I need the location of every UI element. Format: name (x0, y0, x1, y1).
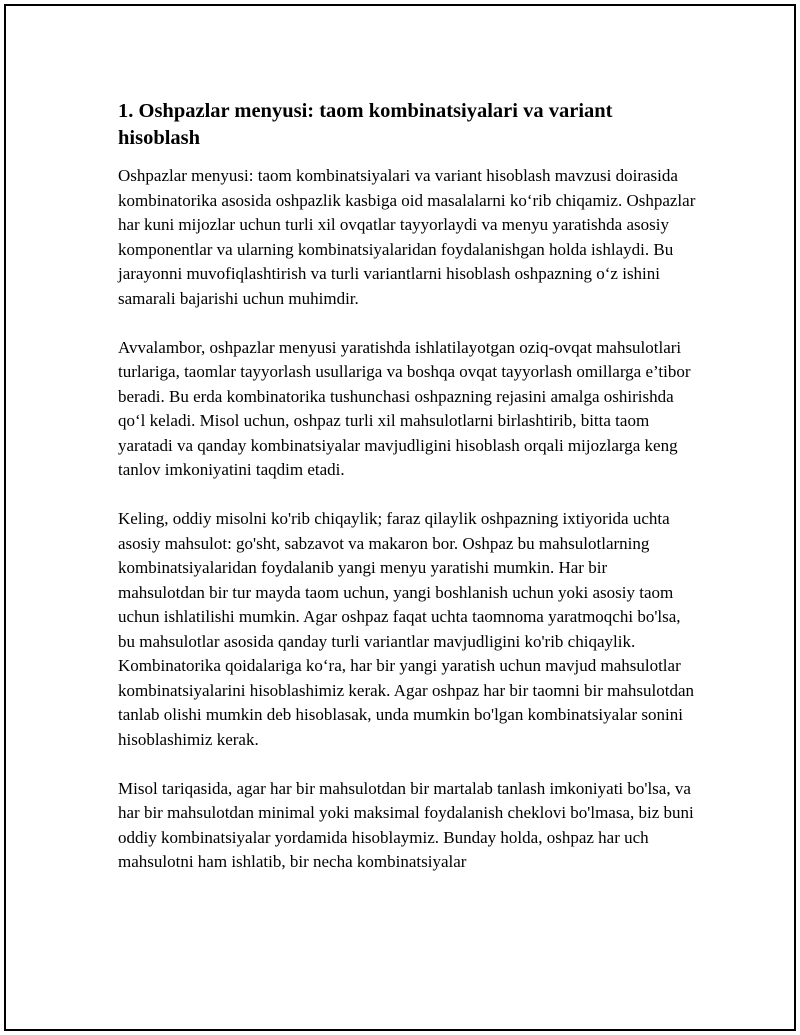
paragraph-4: Misol tariqasida, agar har bir mahsulotdan bir martalab tanlash imkoniyati bo'lsa, va har bir mahsulotdan minimal yoki maksimal foydalanish cheklovi bo'lmasa, biz buni oddiy kombinatsiyalar yordamida hisoblaymiz. Bunday holda, oshpaz har uch mahsulotni ham ishlatib, bir necha kombinatsiyalar (118, 778, 694, 871)
page-frame (4, 4, 796, 1031)
section-heading: 1. Oshpazlar menyusi: taom kombinatsiyalari va variant hisoblash (118, 100, 613, 149)
paragraph-2: Avvalambor, oshpazlar menyusi yaratishda ishlatilayotgan oziq-ovqat mahsulotlari turlariga, taomlar tayyorlash usullariga va boshqa ovqat tayyorlash omillarga e’tibor beradi. Bu erda kombinatorika tushunchasi oshpazning rejasini amalga oshirishda qo‘l keladi. Misol uchun, oshpaz turli xil mahsulotlarni birlashtirib, bitta taom yaratadi va qanday kombinatsiyalar mavjudligini hisoblash orqali mijozlarga keng tanlov imkoniyatini taqdim etadi. (118, 337, 691, 479)
document-body (118, 98, 698, 899)
paragraph-1: Oshpazlar menyusi: taom kombinatsiyalari va variant hisoblash mavzusi doirasida kombinatorika asosida oshpazlik kasbiga oid masalalarni ko‘rib chiqamiz. Oshpazlar har kuni mijozlar uchun turli xil ovqatlar tayyorlaydi va menyu yaratishda asosiy komponentlar va ularning kombinatsiyalaridan foydalanishgan holda ishlaydi. Bu jarayonni muvofiqlashtirish va turli variantlarni hisoblash oshpazning o‘z ishini samarali bajarishi uchun muhimdir. (118, 166, 696, 308)
paragraph-3: Keling, oddiy misolni ko'rib chiqaylik; faraz qilaylik oshpazning ixtiyorida uchta asosiy mahsulot: go'sht, sabzavot va makaron bor. Oshpaz bu mahsulotlarning kombinatsiyalaridan foydalanib yangi menyu yaratishi mumkin. Har bir mahsulotdan bir tur mayda taom uchun, yangi boshlanish uchun yoki asosiy taom uchun ishlatilishi mumkin. Agar oshpaz faqat uchta taomnoma yaratmoqchi bo'lsa, bu mahsulotlar asosida qanday turli variantlar mavjudligini ko'rib chiqaylik. Kombinatorika qoidalariga ko‘ra, har bir yangi yaratish uchun mavjud mahsulotlar kombinatsiyalarini hisoblashimiz kerak. Agar oshpaz har bir taomni bir mahsulotdan tanlab olishi mumkin deb hisoblasak, unda mumkin bo'lgan kombinatsiyalar sonini hisoblashimiz kerak. (118, 509, 694, 749)
